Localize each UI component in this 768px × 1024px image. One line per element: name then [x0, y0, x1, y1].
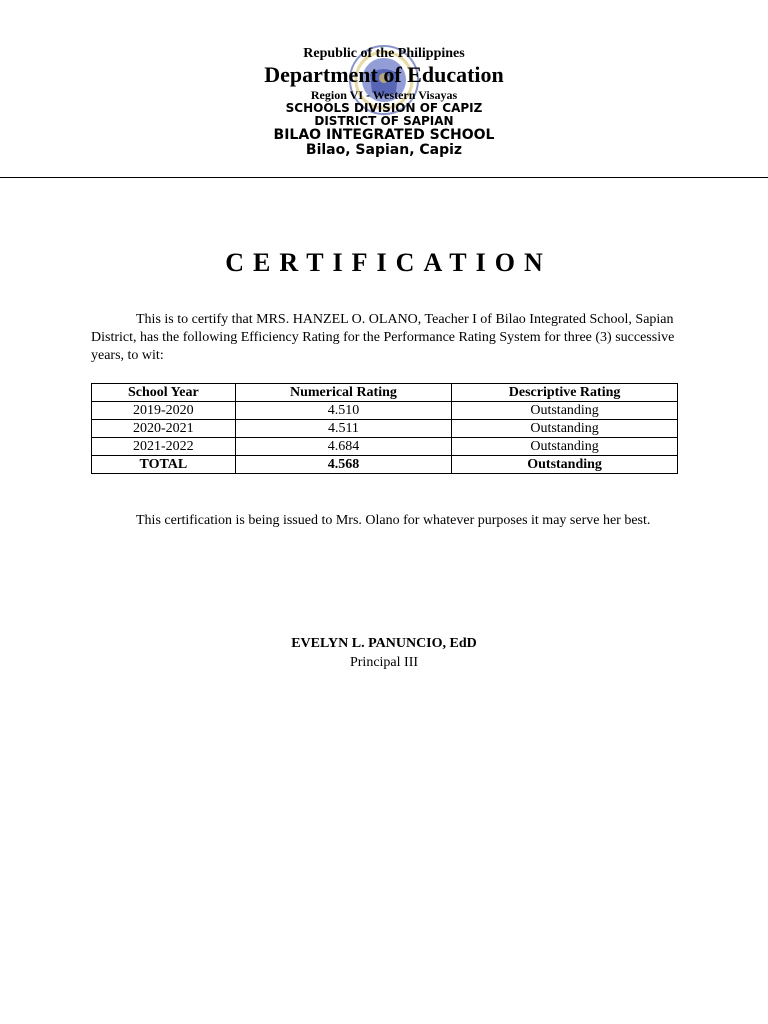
table-total-row	[92, 456, 678, 474]
purpose-paragraph: This certification is being issued to Mrs. Olano for whatever purposes it may serve her best.	[136, 513, 651, 528]
division-line: SCHOOLS DIVISION OF CAPIZ	[285, 101, 483, 115]
department-name: Department of Education	[264, 62, 504, 87]
certification-paragraph: This is to certify that MRS. HANZEL O. OLANO, Teacher I of Bilao Integrated School, Sapian District, has the following Efficiency Rating for the Performance Rating System for three (3) successive years, to wit:	[91, 312, 675, 363]
cell-numerical-rating: 4.510	[235, 402, 451, 420]
cell-school-year: 2019-2020	[92, 402, 236, 420]
table-header-row	[92, 384, 678, 402]
total-numerical-rating: 4.568	[235, 456, 451, 474]
table-row	[92, 402, 678, 420]
cell-numerical-rating: 4.684	[235, 438, 451, 456]
school-name: BILAO INTEGRATED SCHOOL	[273, 127, 495, 143]
table-row	[92, 420, 678, 438]
letterhead	[0, 44, 768, 158]
signatory-position: Principal III	[349, 655, 419, 670]
cell-school-year: 2021-2022	[92, 438, 236, 456]
total-descriptive-rating: Outstanding	[452, 456, 678, 474]
cell-numerical-rating: 4.511	[235, 420, 451, 438]
total-label: TOTAL	[92, 456, 236, 474]
document-title: CERTIFICATION	[225, 248, 552, 277]
header-descriptive-rating: Descriptive Rating	[452, 384, 678, 402]
school-address: Bilao, Sapian, Capiz	[305, 142, 463, 158]
ratings-table	[91, 383, 678, 474]
cell-descriptive-rating: Outstanding	[452, 402, 678, 420]
header-divider	[0, 177, 768, 178]
republic-line: Republic of the Philippines	[303, 46, 465, 61]
cell-descriptive-rating: Outstanding	[452, 420, 678, 438]
signatory-name: EVELYN L. PANUNCIO, EdD	[291, 636, 477, 651]
table-row	[92, 438, 678, 456]
cell-descriptive-rating: Outstanding	[452, 438, 678, 456]
region-line: Region VI - Western Visayas	[310, 88, 458, 102]
district-line: DISTRICT OF SAPIAN	[314, 114, 454, 128]
header-school-year: School Year	[92, 384, 236, 402]
cell-school-year: 2020-2021	[92, 420, 236, 438]
header-numerical-rating: Numerical Rating	[235, 384, 451, 402]
